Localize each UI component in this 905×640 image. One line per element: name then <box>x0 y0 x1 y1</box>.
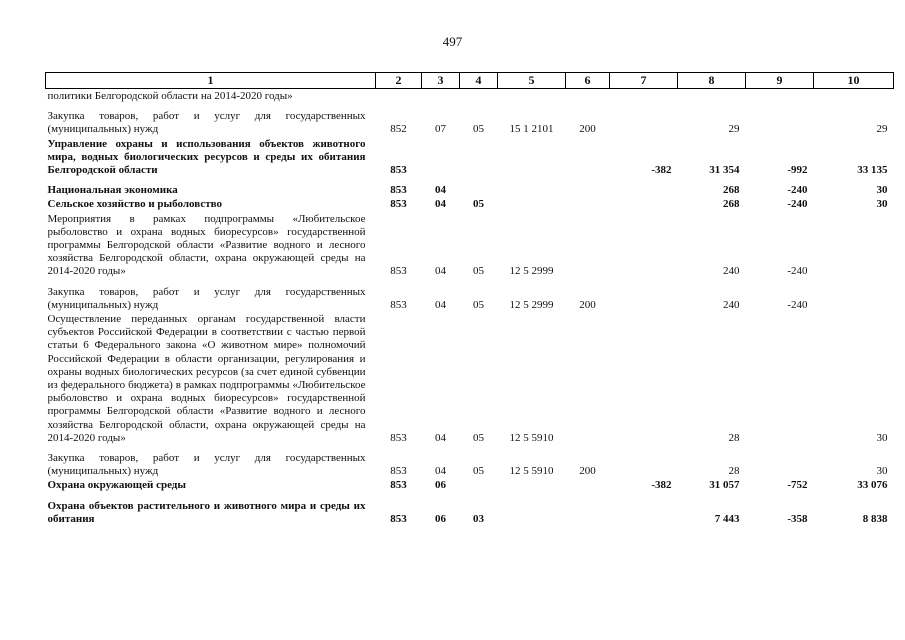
amount-col-8: 29 <box>728 123 740 136</box>
target-article <box>498 197 566 211</box>
admin-code: 853 <box>390 465 407 478</box>
amount-col-7 <box>610 89 678 104</box>
target-article: 12 5 5910 <box>509 465 554 478</box>
table-row <box>46 445 894 478</box>
amount-col-9 <box>746 103 814 136</box>
subsection-code: 05 <box>473 265 484 278</box>
section-code: 04 <box>435 184 446 197</box>
subsection-code: 03 <box>473 512 484 525</box>
amount-col-7 <box>610 493 678 526</box>
row-name: Охрана окружающей среды <box>47 479 186 492</box>
amount-col-10 <box>814 89 894 104</box>
admin-code: 853 <box>390 298 407 311</box>
admin-code: 853 <box>390 431 407 444</box>
section-code: 06 <box>435 479 446 492</box>
table-row <box>46 89 894 104</box>
target-article <box>498 177 566 197</box>
amount-col-10: 30 <box>876 198 888 211</box>
expense-type: 200 <box>579 465 596 478</box>
table-row <box>46 493 894 526</box>
row-name: Закупка товаров, работ и услуг для государственных (муниципальных) нужд <box>47 110 366 136</box>
target-article: 15 1 2101 <box>509 123 554 136</box>
table-row <box>46 177 894 197</box>
amount-col-9 <box>746 445 814 478</box>
row-name: Охрана объектов растительного и животного мира и среды их обитания <box>47 499 366 525</box>
target-article: 12 5 2999 <box>509 265 554 278</box>
amount-col-7 <box>610 312 678 445</box>
amount-col-8: 268 <box>723 198 740 211</box>
target-article <box>498 89 566 104</box>
section-code <box>422 137 460 178</box>
column-header: 3 <box>422 73 460 89</box>
subsection-code <box>460 137 498 178</box>
target-article <box>498 478 566 492</box>
column-header: 4 <box>460 73 498 89</box>
section-code: 04 <box>435 465 446 478</box>
expense-type <box>566 493 610 526</box>
section-code: 04 <box>435 198 446 211</box>
admin-code: 853 <box>390 198 407 211</box>
amount-col-10: 29 <box>876 123 888 136</box>
amount-col-10 <box>814 212 894 279</box>
amount-col-7 <box>610 197 678 211</box>
admin-code: 853 <box>390 184 407 197</box>
subsection-code <box>460 89 498 104</box>
amount-col-9 <box>746 89 814 104</box>
amount-col-10: 30 <box>876 184 888 197</box>
amount-col-7 <box>610 279 678 312</box>
expense-type: 200 <box>579 298 596 311</box>
amount-col-10: 33 076 <box>857 479 888 492</box>
admin-code: 852 <box>390 123 407 136</box>
row-name: Осуществление переданных органам государственной власти субъектов Российской Федерации в соответствии с частью первой статьи 6 Федерального закона «О животном мире» полномочий Российской Федерации в области организации, регулирования и охраны водных биологических ресурсов (за счет единой субвенции из федерального бюджета) в рамках подпрограммы «Любительское рыболовство и охрана водных биоресурсов» государственной программы Белгородской области «Развитие водного и лесного хозяйства Белгородской области, охрана окружающей среды на 2014-2020 годы» <box>47 313 366 444</box>
target-article <box>498 137 566 178</box>
section-code <box>422 89 460 104</box>
expense-type <box>566 197 610 211</box>
admin-code: 853 <box>390 512 407 525</box>
amount-col-9: -240 <box>787 265 808 278</box>
amount-col-7 <box>610 177 678 197</box>
row-name: Национальная экономика <box>47 184 178 197</box>
table-row <box>46 137 894 178</box>
amount-col-8: 31 354 <box>709 164 740 177</box>
amount-col-10 <box>814 279 894 312</box>
amount-col-9: -240 <box>787 198 808 211</box>
table-row <box>46 197 894 211</box>
subsection-code <box>460 478 498 492</box>
admin-code: 853 <box>390 479 407 492</box>
section-code: 04 <box>435 265 446 278</box>
subsection-code: 05 <box>473 298 484 311</box>
amount-col-8: 7 443 <box>714 512 740 525</box>
column-header: 6 <box>566 73 610 89</box>
amount-col-9: -240 <box>787 184 808 197</box>
row-name: Закупка товаров, работ и услуг для государственных (муниципальных) нужд <box>47 285 366 311</box>
table-row <box>46 212 894 279</box>
target-article: 12 5 2999 <box>509 298 554 311</box>
column-header: 1 <box>46 73 376 89</box>
amount-col-7 <box>610 103 678 136</box>
amount-col-9 <box>746 312 814 445</box>
table-header <box>46 73 894 89</box>
table-body <box>46 89 894 527</box>
amount-col-7 <box>610 445 678 478</box>
amount-col-10: 8 838 <box>862 512 888 525</box>
expense-type <box>566 177 610 197</box>
amount-col-8 <box>678 89 746 104</box>
amount-col-9: -358 <box>787 512 808 525</box>
row-name: Сельское хозяйство и рыболовство <box>47 198 222 211</box>
row-name: Мероприятия в рамках подпрограммы «Любительское рыболовство и охрана водных биоресурсов» государственной программы Белгородской области «Развитие водного и лесного хозяйства Белгородской области, охрана окружающей среды на 2014-2020 годы» <box>47 212 366 278</box>
column-header: 10 <box>814 73 894 89</box>
amount-col-10: 30 <box>876 465 888 478</box>
expense-type <box>566 89 610 104</box>
amount-col-8: 240 <box>723 265 740 278</box>
row-name: Управление охраны и использования объектов животного мира, водных биологических ресурсов и среды их обитания Белгородской области <box>47 137 366 177</box>
expense-type <box>566 312 610 445</box>
amount-col-8: 268 <box>723 184 740 197</box>
table-row <box>46 279 894 312</box>
subsection-code: 05 <box>473 431 484 444</box>
section-code: 07 <box>435 123 446 136</box>
subsection-code: 05 <box>473 198 484 211</box>
subsection-code <box>460 177 498 197</box>
amount-col-9: -240 <box>787 298 808 311</box>
amount-col-8: 31 057 <box>709 479 740 492</box>
budget-table <box>45 72 894 526</box>
target-article <box>498 493 566 526</box>
section-code: 04 <box>435 298 446 311</box>
expense-type: 200 <box>579 123 596 136</box>
amount-col-9: -752 <box>787 479 808 492</box>
amount-col-7: -382 <box>651 479 672 492</box>
column-header: 5 <box>498 73 566 89</box>
amount-col-7: -382 <box>651 164 672 177</box>
header-row <box>46 73 894 89</box>
table-row <box>46 103 894 136</box>
column-header: 2 <box>376 73 422 89</box>
page-number: 497 <box>442 34 463 49</box>
column-header: 7 <box>610 73 678 89</box>
expense-type <box>566 137 610 178</box>
amount-col-10: 30 <box>876 431 888 444</box>
amount-col-8: 28 <box>728 465 740 478</box>
row-name: политики Белгородской области на 2014-2020 годы» <box>47 90 293 102</box>
subsection-code: 05 <box>473 123 484 136</box>
section-code: 06 <box>435 512 446 525</box>
admin-code: 853 <box>390 164 407 177</box>
subsection-code: 05 <box>473 465 484 478</box>
admin-code: 853 <box>390 265 407 278</box>
column-header: 8 <box>678 73 746 89</box>
section-code: 04 <box>435 431 446 444</box>
expense-type <box>566 478 610 492</box>
table-row <box>46 312 894 445</box>
amount-col-8: 240 <box>723 298 740 311</box>
row-name: Закупка товаров, работ и услуг для государственных (муниципальных) нужд <box>47 452 366 478</box>
admin-code <box>376 89 422 104</box>
expense-type <box>566 212 610 279</box>
amount-col-9: -992 <box>787 164 808 177</box>
target-article: 12 5 5910 <box>509 431 554 444</box>
table-row <box>46 478 894 492</box>
amount-col-7 <box>610 212 678 279</box>
amount-col-10: 33 135 <box>857 164 888 177</box>
column-header: 9 <box>746 73 814 89</box>
amount-col-8: 28 <box>728 431 740 444</box>
